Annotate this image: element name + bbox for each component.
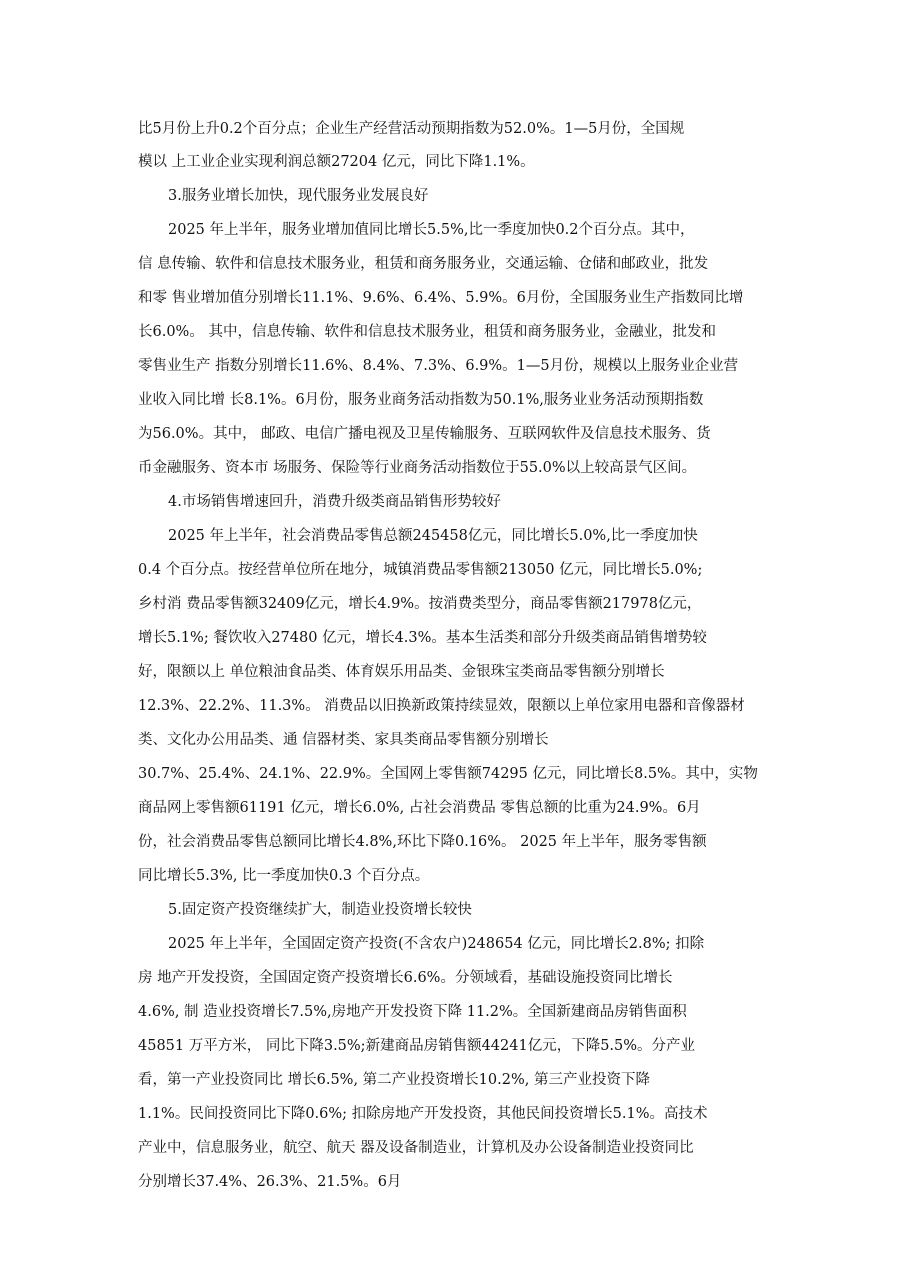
text-line: 和零 售业增加值分别增长11.1%、9.6%、6.4%、5.9%。6月份，全国服务业生产指数同比增 (138, 290, 744, 306)
text-line: 乡村消 费品零售额32409亿元，增长4.9%。按消费类型分，商品零售额217978亿元， (138, 596, 702, 612)
text-line: 份，社会消费品零售总额同比增长4.8%,环比下降0.16%。 2025 年上半年，服务零售额 (138, 834, 707, 850)
text-line: 12.3%、22.2%、11.3%。 消费品以旧换新政策持续显效，限额以上单位家用电器和音像器材 (138, 698, 745, 714)
text-line: 2025 年上半年，社会消费品零售总额245458亿元，同比增长5.0%,比一季度加快 (168, 528, 698, 544)
text-line: 为56.0%。其中， 邮政、电信广播电视及卫星传输服务、互联网软件及信息技术服务、货 (138, 426, 711, 442)
text-line: 同比增长5.3%, 比一季度加快0.3 个百分点。 (138, 868, 430, 884)
text-line: 4.6%, 制 造业投资增长7.5%,房地产开发投资下降 11.2%。全国新建商品房销售面积 (138, 1004, 687, 1020)
text-line: 商品网上零售额61191 亿元，增长6.0%, 占社会消费品 零售总额的比重为24.9%。6月 (138, 800, 701, 816)
text-line: 30.7%、25.4%、24.1%、22.9%。全国网上零售额74295 亿元，同比增长8.5%。其中，实物 (138, 766, 758, 782)
text-line: 2025 年上半年，全国固定资产投资(不含农户)248654 亿元，同比增长2.8%; 扣除 (168, 936, 705, 952)
text-line: 看，第一产业投资同比 增长6.5%, 第二产业投资增长10.2%, 第三产业投资下降 (138, 1072, 650, 1088)
text-line: 1.1%。民间投资同比下降0.6%; 扣除房地产开发投资，其他民间投资增长5.1%。高技术 (138, 1106, 708, 1122)
section-heading: 5.固定资产投资继续扩大，制造业投资增长较快 (168, 902, 472, 918)
text-line: 比5月份上升0.2个百分点；企业生产经营活动预期指数为52.0%。1—5月份，全国规 (138, 121, 685, 137)
text-line: 增长5.1%; 餐饮收入27480 亿元，增长4.3%。基本生活类和部分升级类商品销售增势较 (138, 630, 707, 646)
text-line: 长6.0%。 其中，信息传输、软件和信息技术服务业，租赁和商务服务业，金融业，批发和 (138, 324, 716, 340)
text-line: 房 地产开发投资，全国固定资产投资增长6.6%。分领域看，基础设施投资同比增长 (138, 970, 673, 986)
text-line: 分别增长37.4%、26.3%、21.5%。6月 (138, 1174, 402, 1190)
text-line: 2025 年上半年，服务业增加值同比增长5.5%,比一季度加快0.2个百分点。其中， (168, 222, 695, 238)
text-line: 好，限额以上 单位粮油食品类、体育娱乐用品类、金银珠宝类商品零售额分别增长 (138, 664, 665, 680)
text-line: 45851 万平方米， 同比下降3.5%;新建商品房销售额44241亿元，下降5.5%。分产业 (138, 1038, 696, 1054)
text-line: 产业中，信息服务业，航空、航天 器及设备制造业，计算机及办公设备制造业投资同比 (138, 1140, 694, 1156)
text-line: 0.4 个百分点。按经营单位所在地分，城镇消费品零售额213050 亿元，同比增长5.0%; (138, 562, 703, 578)
text-line: 零售业生产 指数分别增长11.6%、8.4%、7.3%、6.9%。1—5月份，规模以上服务业企业营 (138, 358, 739, 374)
section-heading: 4.市场销售增速回升，消费升级类商品销售形势较好 (168, 494, 501, 510)
text-line: 业收入同比增 长8.1%。6月份，服务业商务活动指数为50.1%,服务业业务活动预期指数 (138, 392, 704, 408)
text-line: 类、文化办公用品类、通 信器材类、家具类商品零售额分别增长 (138, 732, 549, 748)
section-heading: 3.服务业增长加快，现代服务业发展良好 (168, 188, 429, 204)
text-line: 币金融服务、资本市 场服务、保险等行业商务活动指数位于55.0%以上较高景气区间。 (138, 460, 697, 476)
text-line: 信 息传输、软件和信息技术服务业，租赁和商务服务业，交通运输、仓储和邮政业，批发 (138, 256, 709, 272)
text-line: 模以 上工业企业实现利润总额27204 亿元，同比下降1.1%。 (138, 154, 535, 170)
